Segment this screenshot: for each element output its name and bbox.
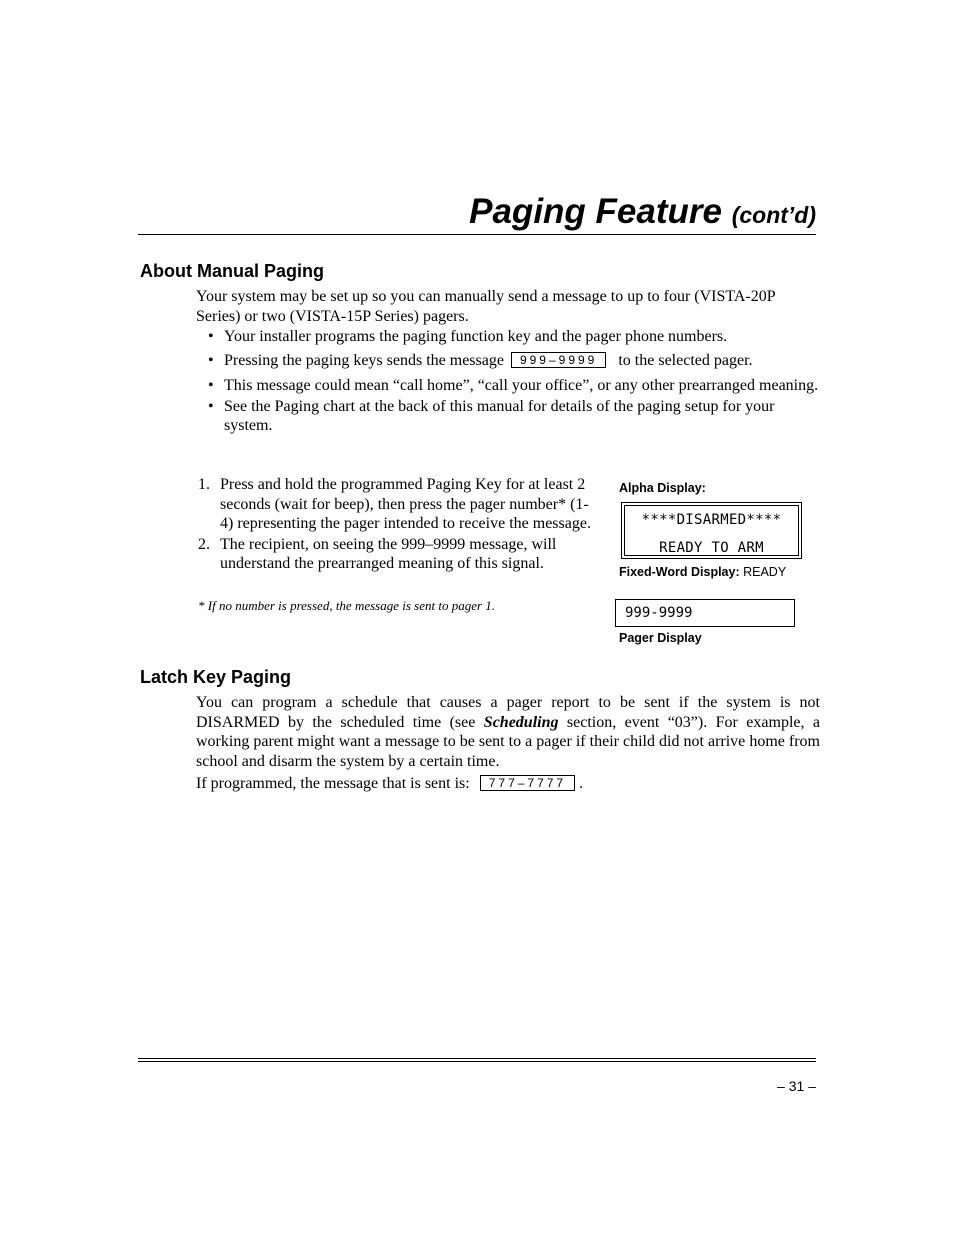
fixed-word-display-label: Fixed-Word Display: READY: [619, 565, 787, 579]
bullet-text: This message could mean “call home”, “call your office”, or any other prearranged meaning.: [224, 377, 819, 394]
fixed-word-display-value: READY: [743, 565, 787, 579]
message-code-box: 999–9999: [511, 352, 606, 368]
footer-rule-top: [138, 1058, 816, 1059]
manual-paging-bullets: [196, 327, 820, 436]
latch-key-message-line: If programmed, the message that is sent is: 777–7777 .: [196, 775, 584, 792]
section-heading-manual-paging: About Manual Paging: [140, 261, 324, 281]
alpha-display: [621, 502, 802, 559]
bullet-text: See the Paging chart at the back of this manual for details of the paging setup for your system.: [224, 397, 775, 434]
pager-display-label: Pager Display: [619, 631, 702, 645]
step-text: The recipient, on seeing the 999–9999 message, will understand the prearranged meaning of this signal.: [220, 535, 557, 572]
pager-display-value: 999-9999: [625, 605, 693, 621]
bullet-text: Pressing the paging keys sends the message: [224, 351, 504, 369]
latch-code-box: 777–7777: [480, 775, 575, 791]
page-title-main: Paging Feature: [469, 192, 722, 231]
pager-display: [615, 599, 795, 627]
paging-steps: [198, 475, 594, 574]
alpha-display-line-2: READY TO ARM: [659, 540, 764, 556]
footnote: * If no number is pressed, the message is sent to pager 1.: [198, 598, 496, 613]
bullet-item: [196, 351, 820, 371]
footer-rule-bottom: [138, 1061, 816, 1062]
bullet-dot: •: [208, 377, 214, 394]
alpha-display-line-1: ****DISARMED****: [641, 512, 782, 528]
title-rule: [138, 234, 816, 235]
bullet-dot: •: [208, 328, 214, 345]
step-item: [198, 475, 594, 534]
alpha-display-label: Alpha Display:: [619, 481, 706, 495]
bullet-dot: •: [208, 397, 214, 415]
bullet-item: [196, 327, 820, 347]
step-item: [198, 535, 594, 574]
page-title-suffix: (cont’d): [731, 202, 816, 228]
step-text: Press and hold the programmed Paging Key for at least 2 seconds (wait for beep), then press the pager number* (1-4) representing the pager intended to receive the message.: [220, 476, 591, 532]
latch-key-paragraph: You can program a schedule that causes a pager report to be sent if the system is not DISARMED by the scheduled time (see Scheduling section, event “03”). For example, a working parent might want a message to be sent to a pager if their child did not arrive home from school and disarm the system by a certain time.: [196, 694, 821, 770]
page-number: – 31 –: [777, 1078, 816, 1094]
section-heading-latch-key-paging: Latch Key Paging: [140, 667, 292, 687]
bullet-text: Your installer programs the paging function key and the pager phone numbers.: [224, 328, 728, 345]
step-number: 1.: [198, 476, 210, 493]
scheduling-reference: Scheduling: [483, 713, 559, 731]
page-title: [469, 194, 816, 229]
step-number: 2.: [198, 535, 210, 553]
bullet-item: [196, 376, 820, 396]
bullet-dot: •: [208, 351, 214, 369]
manual-paging-intro: Your system may be set up so you can manually send a message to up to four (VISTA-20P Series) or two (VISTA-15P Series) pagers.: [196, 288, 776, 325]
bullet-item: [196, 397, 820, 436]
bullet-text: to the selected pager.: [618, 351, 753, 369]
alpha-display-inner-frame: [624, 505, 799, 556]
